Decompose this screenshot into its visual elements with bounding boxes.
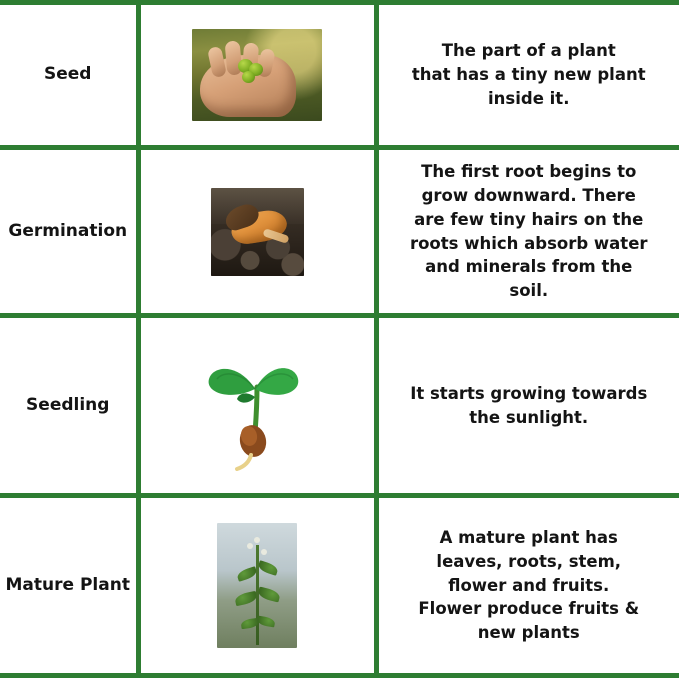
leaf-shape [257,560,279,576]
stage-name-cell [0,3,138,148]
stage-label: Plant [79,574,130,595]
stage-description-cell [376,316,679,496]
description-line: The first root begins to [421,161,637,181]
flower-shape [254,537,260,543]
stage-name-cell [0,316,138,496]
stage-label: Mature [5,574,75,595]
description-line: It starts growing towards [410,383,648,403]
description-line: that has a tiny new plant [411,65,646,85]
leaf-shape [234,591,258,606]
stage-name-cell [0,496,138,676]
description-line: new plants [477,623,580,643]
leaf-shape [256,616,275,628]
table-row [0,148,679,316]
description-line: the sunlight. [469,407,589,427]
stage-description-cell [376,496,679,676]
table-row [0,3,679,148]
stage-image-cell [138,316,376,496]
flower-shape [247,543,253,549]
germinating-seed-photo [211,188,304,276]
description-line: A mature plant has [439,527,618,547]
description-line: inside it. [488,88,570,108]
stage-description-cell [376,3,679,148]
stage-name-cell [0,148,138,316]
leaf-shape [257,587,281,603]
description-line: The part of a plant [441,41,616,61]
seedling-svg [197,341,317,471]
seed-shape [242,71,255,83]
stage-label: Seed [44,64,92,85]
stage-label: Germination [8,220,128,241]
description-line: roots which absorb water [409,233,648,253]
table-row [0,496,679,676]
stage-image-cell [138,3,376,148]
leaf-shape [236,566,258,582]
stage-label: Seedling [26,394,110,415]
description-line: grow downward. There [421,185,636,205]
stage-image-cell [138,496,376,676]
description-line: leaves, roots, stem, [436,551,622,571]
description-line: Flower produce fruits & [418,599,640,619]
description-line: soil. [509,281,549,301]
stage-description-cell [376,148,679,316]
table-row [0,316,679,496]
description-line: flower and fruits. [448,575,610,595]
hand-holding-seeds-photo [192,29,322,121]
seedling-illustration [197,341,317,471]
mature-plant-photo [217,523,297,648]
flower-shape [261,549,267,555]
stage-image-cell [138,148,376,316]
description-line: are few tiny hairs on the [414,209,644,229]
description-line: and minerals from the [425,257,633,277]
